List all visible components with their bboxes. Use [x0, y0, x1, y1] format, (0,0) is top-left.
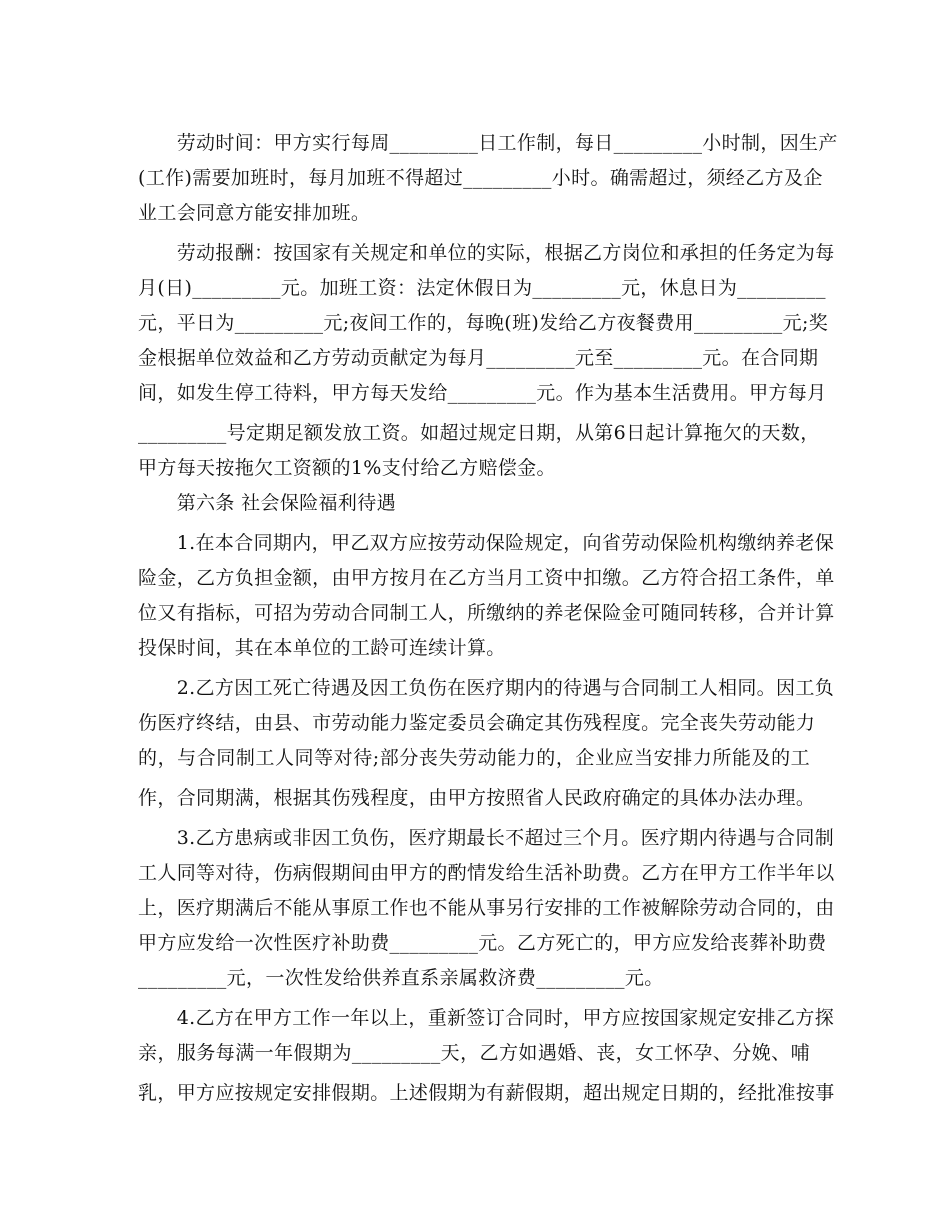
text-line: 月(日)_________元。加班工资：法定休假日为_________元，休息日为_________ [138, 277, 826, 299]
text-line: 甲方应发给一次性医疗补助费_________元。乙方死亡的，甲方应发给丧葬补助费 [138, 932, 827, 954]
text-line: 业工会同意方能安排加班。 [138, 202, 371, 224]
text-line: 元，平日为_________元;夜间工作的，每晚(班)发给乙方夜餐费用_________元;奖 [138, 312, 829, 334]
text-line: _________号定期足额发放工资。如超过规定日期，从第6日起计算拖欠的天数， [138, 422, 820, 444]
text-line: 亲，服务每满一年假期为_________天，乙方如遇婚、丧，女工怀孕、分娩、哺 [138, 1042, 810, 1064]
text-line: 工人同等对待，伤病假期间由甲方的酌情发给生活补助费。乙方在甲方工作半年以 [138, 862, 835, 884]
text-line: 劳动时间：甲方实行每周_________日工作制，每日_________小时制，因生产 [138, 132, 838, 154]
text-line: 的，与合同制工人同等对待;部分丧失劳动能力的，企业应当安排力所能及的工 [138, 747, 810, 769]
text-line: 投保时间，其在本单位的工龄可连续计算。 [138, 637, 506, 659]
text-line: _________元，一次性发给供养直系亲属救济费_________元。 [138, 967, 664, 989]
text-line: 金根据单位效益和乙方劳动贡献定为每月_________元至_________元。在合同期 [138, 347, 819, 369]
text-line: 乳，甲方应按规定安排假期。上述假期为有薪假期，超出规定日期的，经批准按事 [138, 1082, 835, 1104]
text-line: 3.乙方患病或非因工负伤，医疗期最长不超过三个月。医疗期内待遇与合同制 [138, 827, 835, 849]
text-line: 4.乙方在甲方工作一年以上，重新签订合同时，甲方应按国家规定安排乙方探 [138, 1007, 835, 1029]
text-line: (工作)需要加班时，每月加班不得超过_________小时。确需超过，须经乙方及企 [138, 167, 823, 189]
section-heading: 第六条 社会保险福利待遇 [138, 492, 396, 514]
text-line: 甲方每天按拖欠工资额的1%支付给乙方赔偿金。 [138, 457, 556, 479]
text-line: 2.乙方因工死亡待遇及因工负伤在医疗期内的待遇与合同制工人相同。因工负 [138, 677, 835, 699]
text-line: 作，合同期满，根据其伤残程度，由甲方按照省人民政府确定的具体办法办理。 [138, 787, 816, 809]
text-line: 劳动报酬：按国家有关规定和单位的实际，根据乙方岗位和承担的任务定为每 [138, 242, 835, 264]
text-line: 1.在本合同期内，甲乙双方应按劳动保险规定，向省劳动保险机构缴纳养老保 [138, 532, 835, 554]
text-line: 上，医疗期满后不能从事原工作也不能从事另行安排的工作被解除劳动合同的，由 [138, 897, 835, 919]
text-line: 间，如发生停工待料，甲方每天发给_________元。作为基本生活费用。甲方每月 [138, 382, 827, 404]
text-line: 险金，乙方负担金额，由甲方按月在乙方当月工资中扣缴。乙方符合招工条件，单 [138, 567, 835, 589]
text-line: 位又有指标，可招为劳动合同制工人，所缴纳的养老保险金可随同转移，合并计算 [138, 602, 835, 624]
text-line: 伤医疗终结，由县、市劳动能力鉴定委员会确定其伤残程度。完全丧失劳动能力 [138, 712, 816, 734]
